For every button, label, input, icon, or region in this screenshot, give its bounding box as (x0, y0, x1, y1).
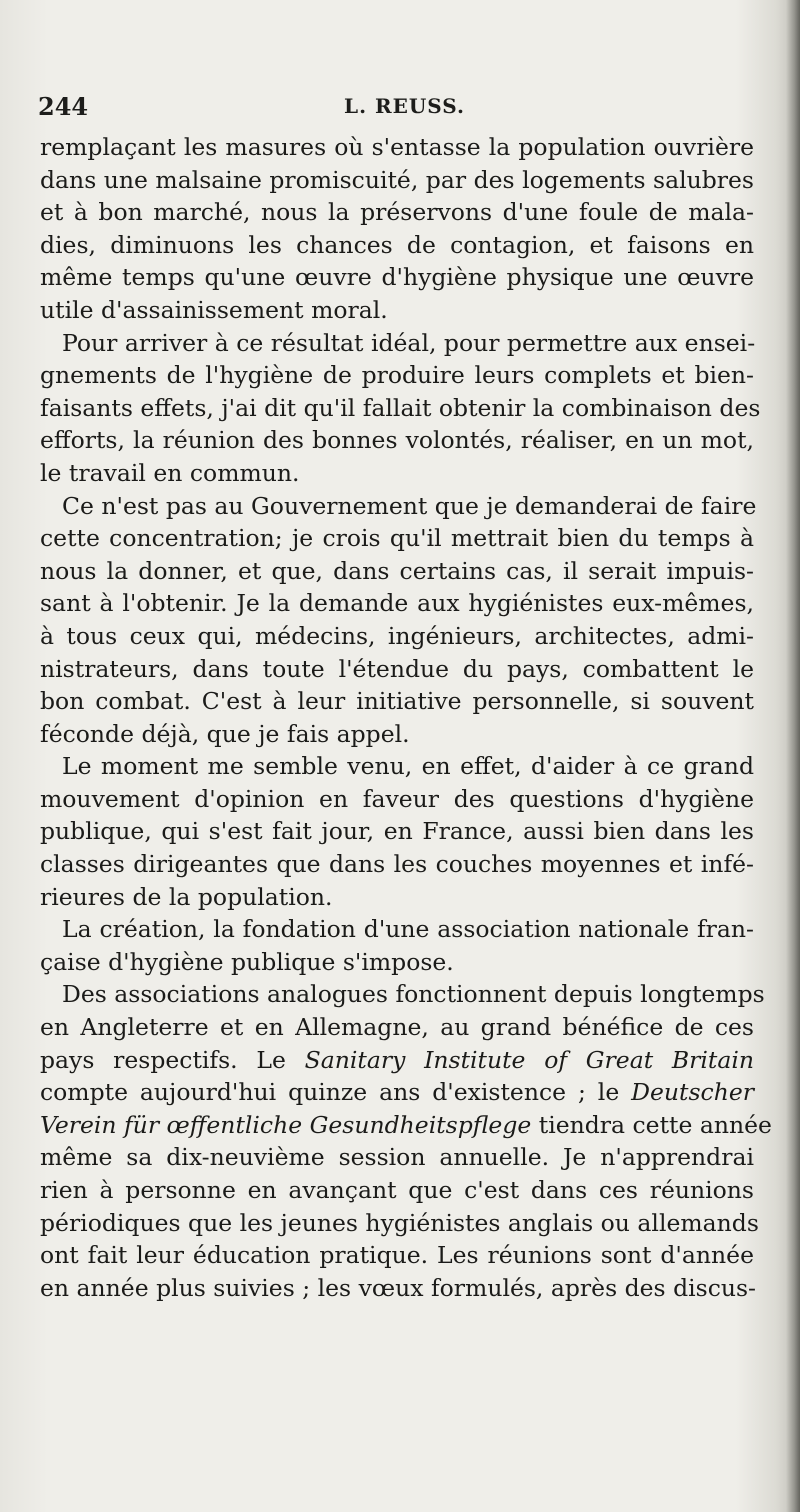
text-line: Ce n'est pas au Gouvernement que je demanderai de faire (62, 491, 757, 520)
text-line: çaise d'hygiène publique s'impose. (40, 947, 454, 976)
text-line: nous la donner, et que, dans certains cas, il serait impuis- (40, 556, 754, 585)
text-line: Pour arriver à ce résultat idéal, pour permettre aux ensei- (62, 328, 756, 357)
italic-title: Verein für œffentliche Gesundheitspflege (40, 1110, 532, 1139)
text-segment: compte aujourd'hui quinze ans d'existence ; le (40, 1078, 632, 1107)
text-line: La création, la fondation d'une association nationale fran- (62, 915, 754, 944)
text-line: périodiques que les jeunes hygiénistes anglais ou allemands (40, 1208, 759, 1237)
text-line: dies, diminuons les chances de contagion, et faisons en (40, 230, 754, 259)
text-line: cette concentration; je crois qu'il mettrait bien du temps à (40, 524, 754, 553)
italic-title: Deutscher (631, 1078, 754, 1107)
text-line: utile d'assainissement moral. (40, 295, 388, 324)
text-line: bon combat. C'est à leur initiative personnelle, si souvent (40, 687, 754, 716)
text-line: féconde déjà, que je fais appel. (40, 719, 410, 748)
text-line: rieures de la population. (40, 882, 333, 911)
text-line-mixed (40, 1109, 772, 1142)
text-line-mixed (40, 1076, 754, 1109)
text-line: faisants effets, j'ai dit qu'il fallait obtenir la combinaison des (40, 393, 761, 422)
italic-title: Sanitary Institute of Great Britain (304, 1045, 755, 1074)
text-line: mouvement d'opinion en faveur des questions d'hygiène (40, 784, 754, 813)
text-line: en Angleterre et en Allemagne, au grand bénéfice de ces (40, 1013, 754, 1042)
text-segment: tiendra cette année (531, 1110, 772, 1139)
page-edge-shadow (786, 0, 800, 1512)
text-line: remplaçant les masures où s'entasse la population ouvrière (40, 133, 754, 161)
text-line: publique, qui s'est fait jour, en France, aussi bien dans les (40, 817, 754, 846)
text-line: gnements de l'hygiène de produire leurs complets et bien- (40, 361, 754, 390)
page-header (38, 92, 758, 128)
text-line: en année plus suivies ; les vœux formulés, après des discus- (40, 1273, 756, 1302)
text-line: classes dirigeantes que dans les couches moyennes et infé- (40, 850, 754, 879)
text-line: dans une malsaine promiscuité, par des logements salubres (40, 165, 754, 194)
body-text (40, 131, 772, 1304)
text-line: sant à l'obtenir. Je la demande aux hygiénistes eux-mêmes, (40, 589, 754, 618)
text-line: même sa dix-neuvième session annuelle. Je n'apprendrai (40, 1143, 754, 1172)
text-line: Des associations analogues fonctionnent depuis longtemps (62, 980, 765, 1009)
text-line: Le moment me semble venu, en effet, d'aider à ce grand (62, 752, 754, 781)
text-line: et à bon marché, nous la préservons d'une foule de mala- (40, 198, 754, 227)
text-line: ont fait leur éducation pratique. Les réunions sont d'année (40, 1241, 754, 1270)
text-line: rien à personne en avançant que c'est dans ces réunions (40, 1176, 754, 1204)
page-number: 244 (38, 92, 89, 121)
running-head: L. REUSS. (344, 94, 465, 118)
text-line-mixed (40, 1044, 754, 1077)
text-line: nistrateurs, dans toute l'étendue du pays, combattent le (40, 654, 754, 683)
text-line: efforts, la réunion des bonnes volontés, réaliser, en un mot, (40, 426, 754, 455)
text-line: à tous ceux qui, médecins, ingénieurs, architectes, admi- (40, 621, 754, 650)
text-segment: pays respectifs. Le (40, 1045, 305, 1074)
text-line: le travail en commun. (40, 458, 300, 487)
text-line: même temps qu'une œuvre d'hygiène physique une œuvre (40, 263, 754, 292)
